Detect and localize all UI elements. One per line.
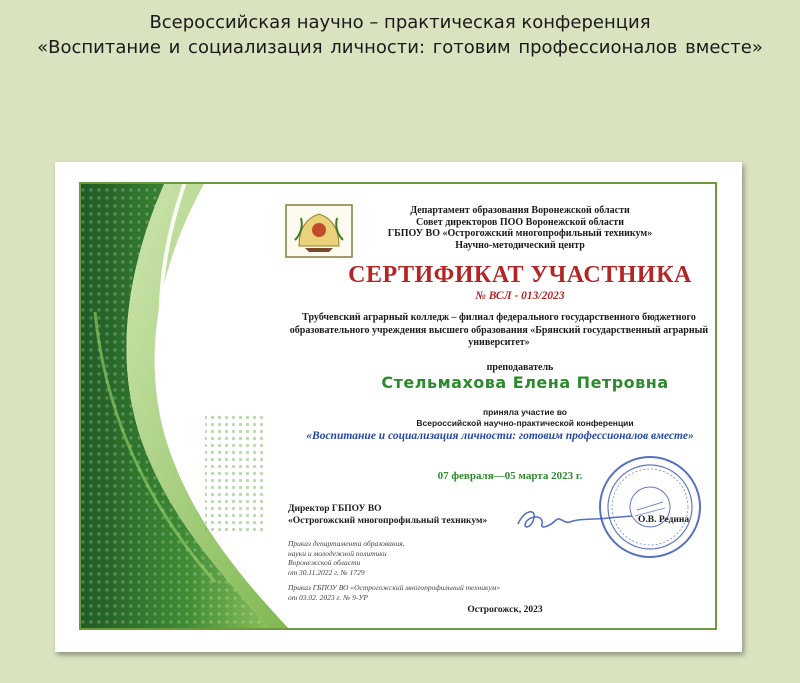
slide-title	[0, 10, 800, 60]
director-block	[288, 503, 548, 527]
certificate-number: № ВСЛ - 013/2023	[475, 290, 565, 302]
participation-line-2: Всероссийской научно-практической конференции	[416, 417, 634, 428]
order1-line-3: Воронежской области	[288, 558, 361, 567]
recipient-role: преподаватель	[486, 362, 554, 373]
order1-line-4: от 30.11.2022 г. № 1729	[288, 567, 365, 577]
order2-line-2: от 03.02. 2023 г. № 9-УР	[288, 592, 368, 602]
director-title: Директор ГБПОУ ВО	[288, 504, 382, 514]
order2-line-1: Приказ ГБПОУ ВО «Острогожский многопрофильный техникум»	[288, 583, 501, 592]
slide-title-line-1: Всероссийская научно – практическая конференция	[149, 12, 651, 33]
order-reference-2	[288, 583, 548, 602]
issuer-line-2: Совет директоров ПОО Воронежской области	[416, 216, 624, 228]
participation-line-1: приняла участие во	[482, 407, 568, 417]
director-name: О.В. Редина	[638, 515, 690, 525]
slide-title-line-2: «Воспитание и социализация личности: готовим профессионалов вместе»	[37, 37, 763, 58]
event-dates: 07 февраля—05 марта 2023 г.	[437, 470, 583, 482]
conference-name: «Воспитание и социализация личности: готовим профессионалов вместе»	[306, 430, 694, 442]
city-year: Острогожск, 2023	[467, 605, 543, 615]
college-emblem-icon	[285, 204, 353, 258]
recipient-name: Стельмахова Елена Петровна	[381, 373, 669, 392]
issuer-line-4: Научно-методический центр	[455, 239, 585, 251]
director-institution: «Острогожский многопрофильный техникум»	[288, 516, 488, 526]
issuer-line-3: ГБПОУ ВО «Острогожский многопрофильный техникум»	[387, 228, 653, 239]
recipient-organization: Трубчевский аграрный колледж – филиал федерального государственного бюджетного образовательного учреждения высшего образования «Брянский государственный аграрный университет»	[289, 312, 709, 348]
order1-line-2: науки и молодежной политики	[288, 548, 387, 558]
certificate-title: СЕРТИФИКАТ УЧАСТНИКА	[348, 262, 692, 288]
certificate	[55, 162, 742, 652]
order1-line-1: Приказ департамента образования,	[288, 539, 405, 548]
issuer-block	[385, 205, 655, 251]
participation-text	[415, 407, 635, 428]
issuer-line-1: Департамент образования Воронежской области	[410, 205, 630, 216]
order-reference-1	[288, 539, 438, 577]
